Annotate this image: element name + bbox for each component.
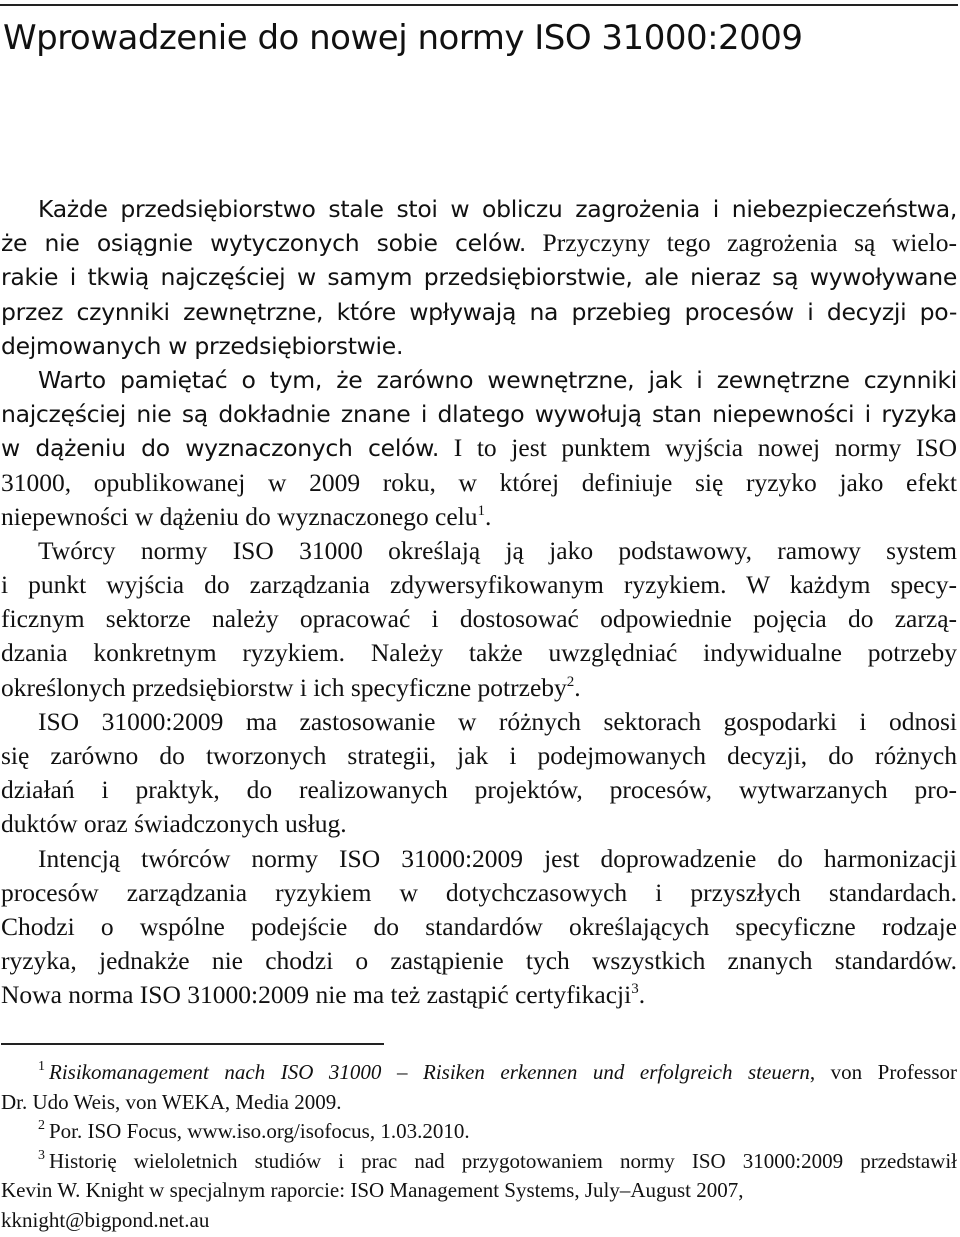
p3-line-1: Twórcy normy ISO 31000 określają ją jako podstawowy, ramowy system: [38, 535, 957, 565]
footnote-3-line-2: Kevin W. Knight w specjalnym raporcie: ISO Management Systems, July–August 2007,: [1, 1178, 744, 1202]
p3-line-2: [1, 568, 957, 602]
footnote-1-rest: , von Professor: [809, 1060, 957, 1084]
p5-line-2: procesów zarządzania ryzykiem w dotychczasowych i przyszłych standardach.: [1, 877, 957, 907]
p2-line-5: [1, 500, 957, 534]
body-text: [1, 192, 957, 1013]
footnote-1-line-2: Dr. Udo Weis, von WEKA, Media 2009.: [1, 1089, 342, 1114]
p2-line-4: 31000, opublikowanej w 2009 roku, w której definiuje się ryzyko jako efekt: [1, 467, 957, 497]
p2-line-1: Warto pamiętać o tym, że zarówno wewnętrzne, jak i zewnętrzne czynniki: [38, 365, 957, 394]
p1-line-5: dejmowanych w przedsiębiorstwie.: [1, 331, 404, 360]
footnote-separator: [1, 1043, 384, 1045]
footnote-ref-2: 2: [566, 673, 575, 690]
footnote-2-number: 2: [38, 1118, 45, 1133]
page-title: Wprowadzenie do nowej normy ISO 31000:2009: [3, 18, 803, 58]
p3-line-5-text: określonych przedsiębiorstw i ich specyficzne potrzeby: [1, 672, 567, 702]
p5-line-1: Intencją twórców normy ISO 31000:2009 jest doprowadzenie do harmonizacji: [38, 843, 957, 873]
p5-line-5-end: .: [638, 980, 646, 1010]
p2-line-5-text: niepewności w dążeniu do wyznaczonego celu: [1, 501, 478, 531]
p3-line-4: [1, 636, 957, 670]
p3-line-4-a: dzania konkretnym ryzykiem.: [1, 638, 346, 668]
p3-line-5-end: .: [574, 672, 581, 702]
p2-line-5-end: .: [485, 501, 492, 531]
p1-line-4: przez czynniki zewnętrzne, które wpływają na przebieg procesów i decyzji po-: [1, 297, 957, 326]
p3-line-2-b: W każdym specy-: [746, 570, 957, 600]
p5-line-5: [1, 978, 957, 1012]
footnote-1-number: 1: [38, 1059, 45, 1074]
footnote-ref-3: 3: [631, 981, 639, 998]
p5-line-5-text: Nowa norma ISO 31000:2009 nie ma też zastąpić certyfikacji: [1, 980, 632, 1010]
p2-line-3: [1, 431, 957, 465]
footnote-1-title: Risikomanagement nach ISO 31000 – Risiken erkennen und erfolgreich steuern: [49, 1060, 810, 1084]
footnote-3-line-1: [1, 1147, 957, 1177]
p4-line-3: działań i praktyk, do realizowanych projektów, procesów, wytwarzanych pro-: [1, 775, 957, 805]
footnotes: [1, 1058, 957, 1235]
p3-line-3: ficznym sektorze należy opracować i dostosować odpowiednie pojęcia do zarzą-: [1, 604, 957, 634]
p3-line-2-a: i punkt wyjścia do zarządzania zdywersyfikowanym ryzykiem.: [1, 570, 727, 600]
p1-line-2: [1, 226, 957, 260]
p5-line-4: ryzyka, jednakże nie chodzi o zastąpienie tych wszystkich znanych standardów.: [1, 946, 957, 976]
p1-line-2-serif: Przyczyny tego zagrożenia są wielo-: [542, 228, 957, 258]
footnote-3-line-3: kknight@bigpond.net.au: [1, 1207, 210, 1232]
p4-line-1: ISO 31000:2009 ma zastosowanie w różnych sektorach gospodarki i odnosi: [38, 706, 957, 736]
p5-line-3: Chodzi o wspólne podejście do standardów określających specyficzne rodzaje: [1, 911, 957, 941]
footnote-3-text: Historię wieloletnich studiów i prac nad przygotowaniem normy ISO 31000:2009 przedstawił: [49, 1148, 957, 1173]
footnote-2-text: Por. ISO Focus, www.iso.org/isofocus, 1.03.2010.: [49, 1119, 470, 1143]
p3-line-4-b: Należy także uwzględniać indywidualne potrzeby: [370, 638, 957, 668]
p2-line-2: najczęściej nie są dokładnie znane i dlatego wywołują stan niepewności i ryzyka: [1, 400, 957, 429]
footnote-2: [1, 1117, 957, 1147]
footnote-3-number: 3: [38, 1147, 45, 1163]
top-rule: [0, 4, 958, 6]
p4-line-2: się zarówno do tworzonych strategii, jak i podejmowanych decyzji, do różnych: [1, 741, 957, 770]
p2-line-3-sans: w dążeniu do wyznaczonych celów.: [1, 434, 440, 463]
footnote-1-line-1: [1, 1058, 957, 1088]
p2-line-3-serif: I to jest punktem wyjścia nowej normy ISO: [453, 433, 958, 463]
footnote-ref-1: 1: [477, 502, 486, 519]
p3-line-5: [1, 671, 957, 705]
p1-line-3: rakie i tkwią najczęściej w samym przedsiębiorstwie, ale nieraz są wywoływane: [1, 263, 957, 292]
p1-line-2-sans: że nie osiągnie wytyczonych sobie celów.: [1, 229, 526, 258]
p4-line-4: duktów oraz świadczonych usług.: [1, 809, 347, 839]
p1-line-1: Każde przedsiębiorstwo stale stoi w obliczu zagrożenia i niebezpieczeństwa,: [38, 195, 957, 223]
